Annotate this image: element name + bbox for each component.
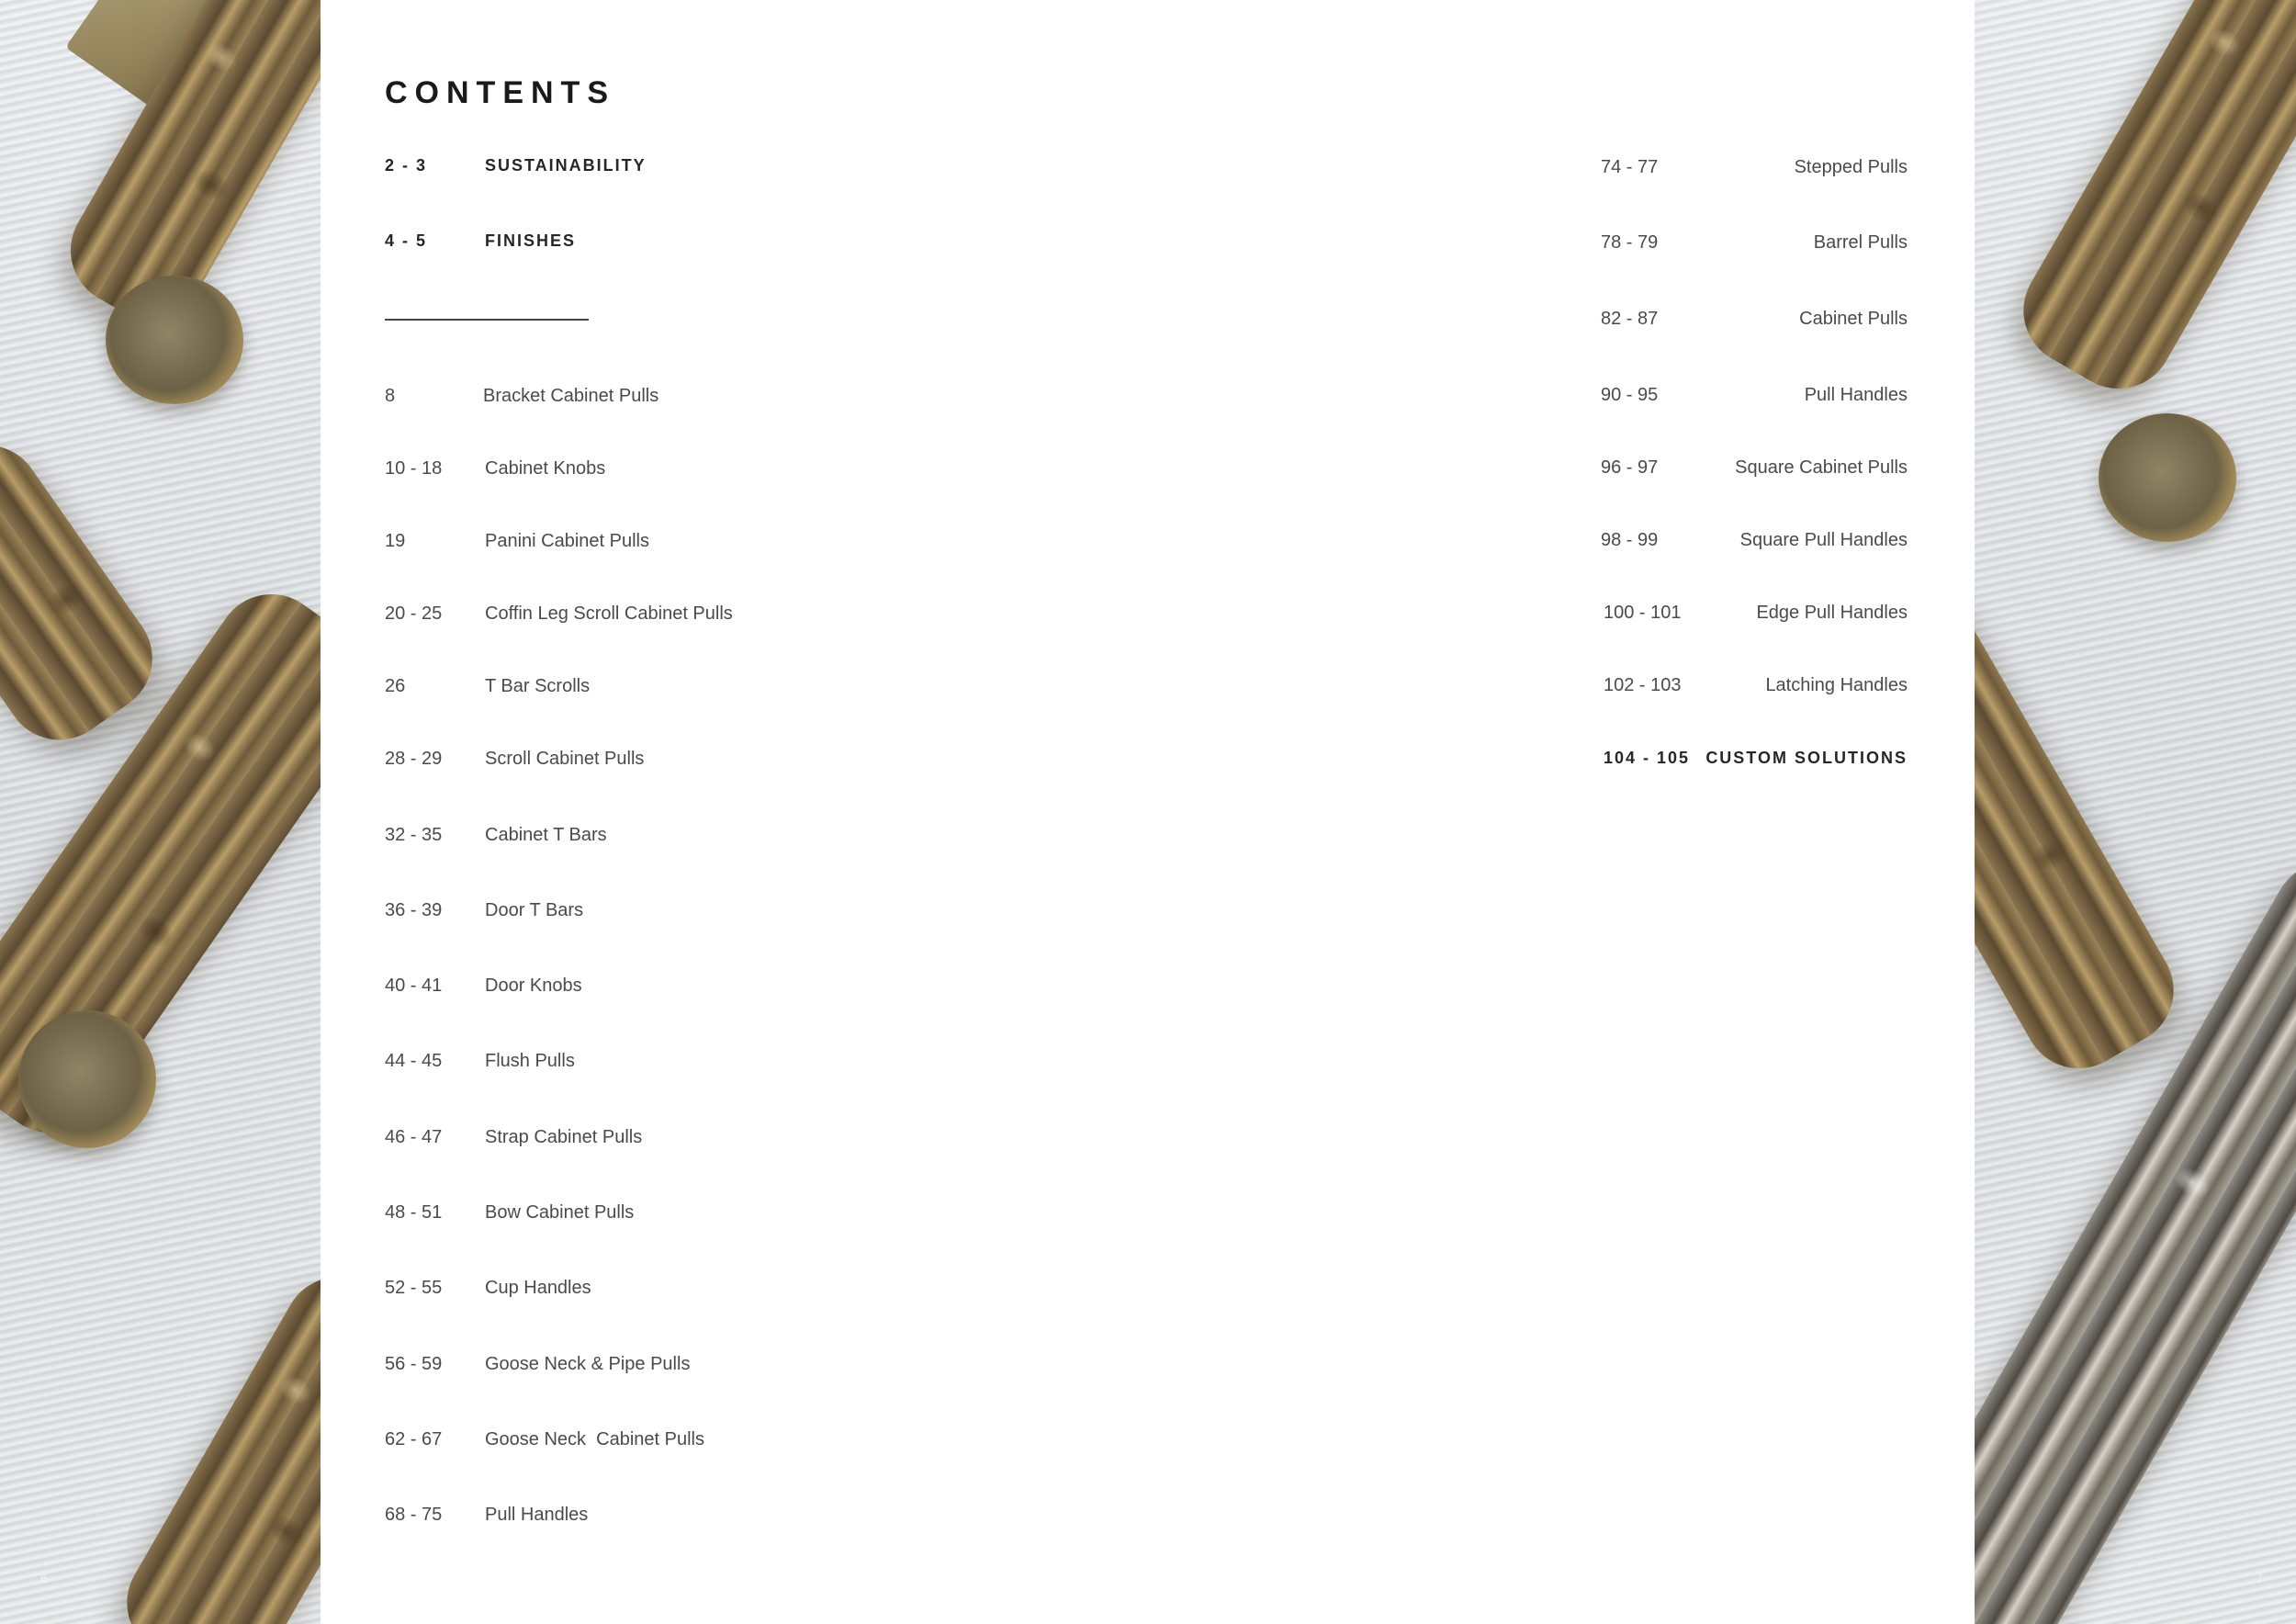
toc-label: Door Knobs (485, 976, 582, 996)
toc-page-range: 48 - 51 (385, 1202, 443, 1223)
page-title: CONTENTS (385, 75, 615, 110)
handle-cap-image (2099, 413, 2236, 542)
toc-label: Bracket Cabinet Pulls (483, 386, 659, 406)
toc-label: Barrel Pulls (1813, 232, 1908, 253)
toc-item[interactable] (1601, 232, 1908, 256)
section-divider (385, 319, 589, 321)
toc-label: Cabinet Pulls (1799, 309, 1908, 329)
toc-label: FINISHES (485, 231, 577, 250)
toc-page-range: 102 - 103 (1604, 675, 1682, 695)
hammered-handle-image (1975, 565, 2194, 1088)
toc-page-range: 52 - 55 (385, 1278, 443, 1298)
toc-label: Flush Pulls (485, 1051, 575, 1071)
toc-label: Latching Handles (1765, 675, 1908, 695)
toc-page-range: 82 - 87 (1601, 309, 1659, 329)
hammered-handle-image (107, 1257, 321, 1624)
toc-label: Stepped Pulls (1794, 157, 1908, 177)
toc-page-range: 28 - 29 (385, 749, 443, 769)
toc-label: Bow Cabinet Pulls (485, 1202, 635, 1223)
toc-label: Edge Pull Handles (1756, 603, 1908, 623)
toc-label: Square Pull Handles (1739, 530, 1908, 550)
toc-page-range: 8 (385, 386, 396, 406)
toc-label: CUSTOM SOLUTIONS (1705, 749, 1908, 767)
toc-label: Cabinet Knobs (485, 458, 606, 479)
toc-page-range: 2 - 3 (385, 156, 428, 175)
toc-page-range: 10 - 18 (385, 458, 443, 479)
toc-label: Strap Cabinet Pulls (485, 1127, 643, 1147)
hammered-handle-image (0, 423, 174, 761)
toc-item[interactable] (1601, 457, 1908, 481)
toc-page-range: 100 - 101 (1604, 603, 1682, 623)
toc-label: Pull Handles (485, 1505, 589, 1525)
toc-page-range: 46 - 47 (385, 1127, 443, 1147)
toc-page-range: 36 - 39 (385, 900, 443, 920)
handle-cap-image (106, 276, 243, 404)
toc-page-range: 78 - 79 (1601, 232, 1659, 253)
toc-page-range: 62 - 67 (385, 1429, 443, 1449)
right-photo-panel (1975, 0, 2296, 1624)
toc-label: Goose Neck & Pipe Pulls (485, 1354, 691, 1374)
toc-page-range: 98 - 99 (1601, 530, 1659, 550)
handle-cap-image (18, 1010, 156, 1148)
toc-page-range: 96 - 97 (1601, 457, 1659, 478)
toc-page-range: 4 - 5 (385, 231, 428, 250)
toc-label: Door T Bars (485, 900, 584, 920)
toc-item[interactable] (1601, 385, 1908, 409)
toc-page-range: 74 - 77 (1601, 157, 1659, 177)
hammered-handle-image (2003, 0, 2296, 409)
toc-item[interactable] (1604, 603, 1908, 626)
toc-label: Cabinet T Bars (485, 825, 607, 845)
toc-label: Goose Neck Cabinet Pulls (485, 1429, 705, 1449)
toc-item[interactable] (1601, 157, 1908, 181)
toc-label: Panini Cabinet Pulls (485, 531, 649, 551)
toc-page-range: 20 - 25 (385, 603, 443, 624)
toc-item[interactable] (1604, 675, 1908, 699)
toc-page-range: 68 - 75 (385, 1505, 443, 1525)
page-number-left: 6 (40, 1571, 48, 1585)
toc-page-range: 26 (385, 676, 406, 696)
toc-item[interactable] (1601, 309, 1908, 333)
toc-page-range: 19 (385, 531, 406, 551)
toc-label: Square Cabinet Pulls (1735, 457, 1908, 478)
left-photo-panel (0, 0, 321, 1624)
toc-item[interactable] (1601, 530, 1908, 554)
toc-label: Cup Handles (485, 1278, 591, 1298)
toc-page-range: 44 - 45 (385, 1051, 443, 1071)
toc-page-range: 90 - 95 (1601, 385, 1659, 405)
toc-label: T Bar Scrolls (485, 676, 591, 696)
toc-label: Coffin Leg Scroll Cabinet Pulls (485, 603, 733, 624)
page-number-right: 7 (2256, 1571, 2263, 1585)
toc-page-range: 56 - 59 (385, 1354, 443, 1374)
toc-page-range: 40 - 41 (385, 976, 443, 996)
contents-page (321, 0, 1975, 1624)
toc-highlight-custom-solutions[interactable] (1604, 749, 1908, 773)
toc-label: SUSTAINABILITY (485, 156, 647, 175)
toc-label: Pull Handles (1804, 385, 1908, 405)
toc-page-range: 32 - 35 (385, 825, 443, 845)
toc-page-range: 104 - 105 (1604, 749, 1691, 767)
toc-label: Scroll Cabinet Pulls (485, 749, 645, 769)
